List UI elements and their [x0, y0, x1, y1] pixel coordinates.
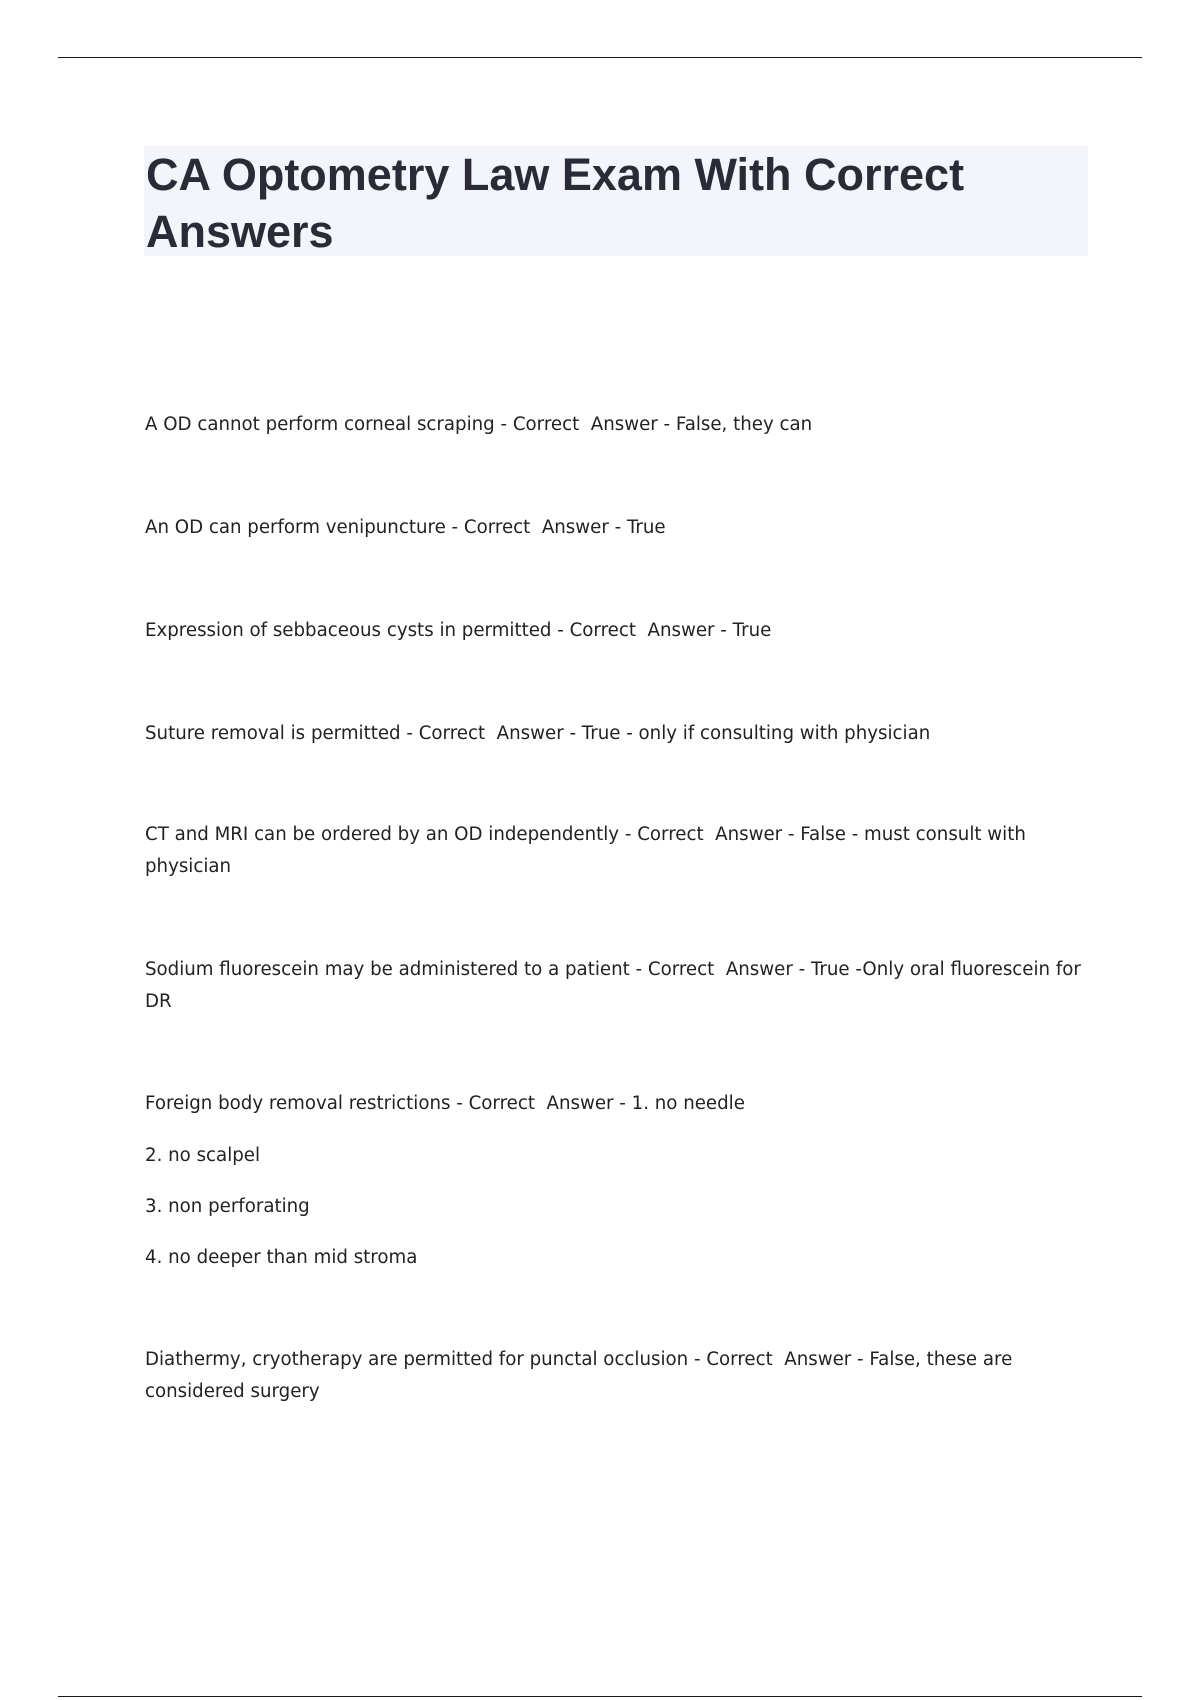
- question-text: Diathermy, cryotherapy are permitted for punctal occlusion: [145, 1349, 689, 1370]
- answer-separator: - Correct Answer -: [688, 1349, 870, 1370]
- answer-separator: - Correct Answer -: [551, 620, 733, 641]
- qa-item: [145, 819, 1085, 883]
- answer-separator: - Correct Answer -: [629, 959, 811, 980]
- answer-text: True - only if consulting with physician: [581, 723, 931, 744]
- answer-text: False, they can: [675, 414, 813, 435]
- answer-separator: - Correct Answer -: [619, 824, 801, 845]
- qa-item: [145, 954, 1085, 1018]
- qa-item: [145, 409, 1085, 441]
- question-text: Suture removal is permitted: [145, 723, 401, 744]
- restriction-list-item: 4. no deeper than mid stroma: [145, 1247, 418, 1268]
- question-text: An OD can perform venipuncture: [145, 517, 446, 538]
- restriction-list-item: 3. non perforating: [145, 1196, 310, 1217]
- qa-item: [145, 1088, 1085, 1120]
- question-text: A OD cannot perform corneal scraping: [145, 414, 495, 435]
- answer-separator: - Correct Answer -: [445, 517, 627, 538]
- answer-text: False, these are considered surgery: [145, 1349, 1013, 1402]
- restriction-list-item: 2. no scalpel: [145, 1145, 261, 1166]
- document-title: CA Optometry Law Exam With Correct Answers: [146, 149, 965, 257]
- answer-text: 1. no needle: [631, 1093, 745, 1114]
- answer-separator: - Correct Answer -: [494, 414, 676, 435]
- answer-text: False - must consult with physician: [145, 824, 1026, 877]
- answer-separator: - Correct Answer -: [450, 1093, 632, 1114]
- answer-text: True: [732, 620, 772, 641]
- qa-item: [145, 512, 1085, 544]
- header-rule: [58, 57, 1142, 58]
- question-text: CT and MRI can be ordered by an OD independently: [145, 824, 620, 845]
- qa-item: [145, 1344, 1085, 1408]
- qa-item: [145, 718, 1085, 750]
- question-text: Sodium fluorescein may be administered to a patient: [145, 959, 630, 980]
- answer-text: True -Only oral fluorescein for DR: [145, 959, 1081, 1012]
- question-text: Expression of sebbaceous cysts in permitted: [145, 620, 552, 641]
- answer-text: True: [626, 517, 666, 538]
- question-text: Foreign body removal restrictions: [145, 1093, 451, 1114]
- footer-rule: [58, 1696, 1142, 1697]
- answer-separator: - Correct Answer -: [400, 723, 582, 744]
- qa-item: [145, 615, 1085, 647]
